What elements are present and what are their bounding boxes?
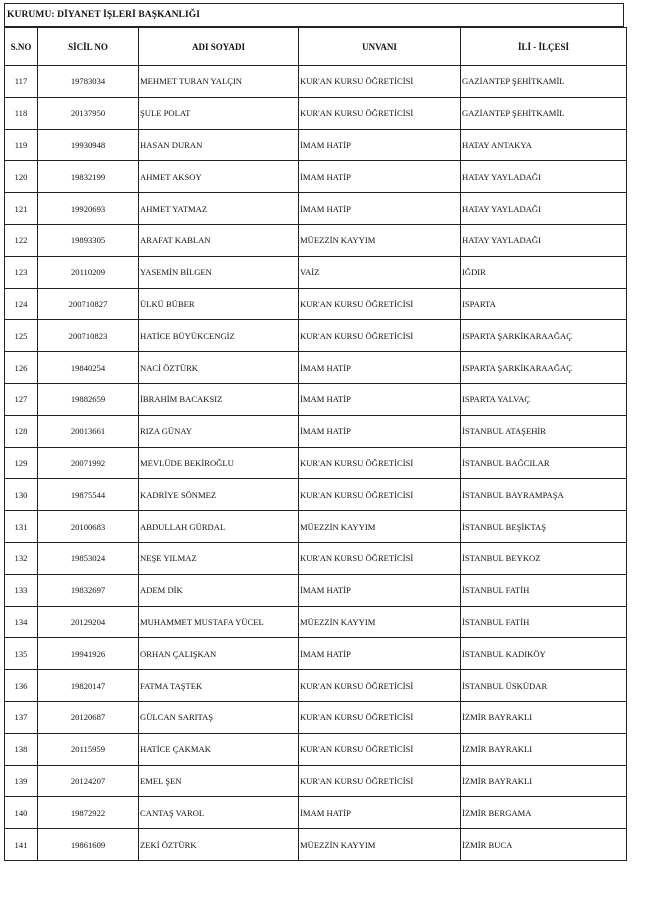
cell-title: İMAM HATİP — [299, 352, 461, 384]
cell-sno: 140 — [5, 797, 38, 829]
cell-name: FATMA TAŞTEK — [139, 670, 299, 702]
cell-location: ISPARTA YALVAÇ — [461, 383, 627, 415]
table-row — [5, 797, 627, 829]
cell-sicil-no: 20115959 — [38, 733, 139, 765]
cell-title: KUR'AN KURSU ÖĞRETİCİSİ — [299, 447, 461, 479]
column-header-unvan: UNVANI — [299, 28, 461, 66]
cell-location: HATAY YAYLADAĞI — [461, 161, 627, 193]
cell-sicil-no: 19941926 — [38, 638, 139, 670]
table-row — [5, 511, 627, 543]
table-row — [5, 383, 627, 415]
table-row — [5, 447, 627, 479]
cell-title: KUR'AN KURSU ÖĞRETİCİSİ — [299, 66, 461, 98]
cell-sicil-no: 20124207 — [38, 765, 139, 797]
cell-title: KUR'AN KURSU ÖĞRETİCİSİ — [299, 542, 461, 574]
cell-location: İZMİR BUCA — [461, 829, 627, 861]
cell-sicil-no: 19920693 — [38, 193, 139, 225]
cell-name: AHMET AKSOY — [139, 161, 299, 193]
table-header-row — [5, 28, 627, 66]
table-row — [5, 606, 627, 638]
cell-sno: 123 — [5, 256, 38, 288]
cell-name: ÜLKÜ BÜBER — [139, 288, 299, 320]
cell-title: İMAM HATİP — [299, 797, 461, 829]
table-row — [5, 129, 627, 161]
table-row — [5, 574, 627, 606]
cell-name: RIZA GÜNAY — [139, 415, 299, 447]
cell-title: MÜEZZİN KAYYIM — [299, 511, 461, 543]
cell-name: HATİCE ÇAKMAK — [139, 733, 299, 765]
cell-sicil-no: 200710827 — [38, 288, 139, 320]
table-row — [5, 415, 627, 447]
cell-title: VAİZ — [299, 256, 461, 288]
cell-name: ARAFAT KABLAN — [139, 224, 299, 256]
column-header-name: ADI SOYADI — [139, 28, 299, 66]
cell-sicil-no: 19872922 — [38, 797, 139, 829]
cell-sicil-no: 19832199 — [38, 161, 139, 193]
cell-sno: 121 — [5, 193, 38, 225]
cell-name: MEHMET TURAN YALÇIN — [139, 66, 299, 98]
column-header-sno: S.NO — [5, 28, 38, 66]
document-page — [4, 3, 626, 903]
cell-location: İSTANBUL FATİH — [461, 574, 627, 606]
table-row — [5, 66, 627, 98]
table-row — [5, 733, 627, 765]
cell-title: KUR'AN KURSU ÖĞRETİCİSİ — [299, 765, 461, 797]
cell-sno: 133 — [5, 574, 38, 606]
cell-location: ISPARTA ŞARKİKARAAĞAÇ — [461, 320, 627, 352]
table-row — [5, 829, 627, 861]
cell-sno: 136 — [5, 670, 38, 702]
cell-sicil-no: 20137950 — [38, 97, 139, 129]
table-row — [5, 256, 627, 288]
cell-sno: 134 — [5, 606, 38, 638]
cell-title: MÜEZZİN KAYYIM — [299, 606, 461, 638]
cell-sno: 131 — [5, 511, 38, 543]
cell-sno: 132 — [5, 542, 38, 574]
cell-title: KUR'AN KURSU ÖĞRETİCİSİ — [299, 320, 461, 352]
cell-location: İZMİR BAYRAKLI — [461, 733, 627, 765]
cell-title: İMAM HATİP — [299, 574, 461, 606]
cell-sno: 127 — [5, 383, 38, 415]
cell-title: MÜEZZİN KAYYIM — [299, 224, 461, 256]
table-row — [5, 701, 627, 733]
cell-title: KUR'AN KURSU ÖĞRETİCİSİ — [299, 288, 461, 320]
cell-title: İMAM HATİP — [299, 129, 461, 161]
cell-sno: 126 — [5, 352, 38, 384]
cell-sno: 119 — [5, 129, 38, 161]
cell-sicil-no: 19882659 — [38, 383, 139, 415]
cell-location: İSTANBUL BEYKOZ — [461, 542, 627, 574]
cell-sicil-no: 19783034 — [38, 66, 139, 98]
cell-sicil-no: 20013661 — [38, 415, 139, 447]
cell-sicil-no: 19893305 — [38, 224, 139, 256]
cell-location: İSTANBUL BAĞCILAR — [461, 447, 627, 479]
cell-location: İZMİR BAYRAKLI — [461, 765, 627, 797]
cell-sicil-no: 19820147 — [38, 670, 139, 702]
cell-name: HASAN DURAN — [139, 129, 299, 161]
cell-title: İMAM HATİP — [299, 415, 461, 447]
cell-location: HATAY ANTAKYA — [461, 129, 627, 161]
cell-location: İZMİR BERGAMA — [461, 797, 627, 829]
cell-location: İSTANBUL ATAŞEHİR — [461, 415, 627, 447]
cell-sicil-no: 19840254 — [38, 352, 139, 384]
cell-location: GAZİANTEP ŞEHİTKAMİL — [461, 97, 627, 129]
cell-title: KUR'AN KURSU ÖĞRETİCİSİ — [299, 733, 461, 765]
cell-title: İMAM HATİP — [299, 383, 461, 415]
personnel-table — [4, 27, 627, 861]
cell-location: İSTANBUL KADIKÖY — [461, 638, 627, 670]
cell-sno: 128 — [5, 415, 38, 447]
cell-name: MUHAMMET MUSTAFA YÜCEL — [139, 606, 299, 638]
cell-name: ORHAN ÇALIŞKAN — [139, 638, 299, 670]
cell-location: HATAY YAYLADAĞI — [461, 224, 627, 256]
cell-sno: 129 — [5, 447, 38, 479]
cell-sicil-no: 19853024 — [38, 542, 139, 574]
cell-name: EMEL ŞEN — [139, 765, 299, 797]
column-header-il: İLİ - İLÇESİ — [461, 28, 627, 66]
cell-title: KUR'AN KURSU ÖĞRETİCİSİ — [299, 670, 461, 702]
cell-sno: 135 — [5, 638, 38, 670]
cell-sno: 137 — [5, 701, 38, 733]
cell-location: İZMİR BAYRAKLI — [461, 701, 627, 733]
table-row — [5, 320, 627, 352]
cell-sicil-no: 19861609 — [38, 829, 139, 861]
table-row — [5, 352, 627, 384]
cell-sicil-no: 20071992 — [38, 447, 139, 479]
cell-sno: 120 — [5, 161, 38, 193]
cell-sicil-no: 20120687 — [38, 701, 139, 733]
cell-sno: 139 — [5, 765, 38, 797]
cell-sno: 117 — [5, 66, 38, 98]
cell-name: ZEKİ ÖZTÜRK — [139, 829, 299, 861]
cell-name: MEVLÜDE BEKİROĞLU — [139, 447, 299, 479]
cell-location: İSTANBUL FATİH — [461, 606, 627, 638]
cell-location: ISPARTA — [461, 288, 627, 320]
cell-sno: 141 — [5, 829, 38, 861]
cell-location: HATAY YAYLADAĞI — [461, 193, 627, 225]
cell-location: GAZİANTEP ŞEHİTKAMİL — [461, 66, 627, 98]
cell-sno: 122 — [5, 224, 38, 256]
cell-name: GÜLCAN SARITAŞ — [139, 701, 299, 733]
institution-header: KURUMU: DİYANET İŞLERİ BAŞKANLIĞI — [4, 3, 624, 27]
table-row — [5, 161, 627, 193]
cell-sicil-no: 20110209 — [38, 256, 139, 288]
cell-name: NACİ ÖZTÜRK — [139, 352, 299, 384]
cell-sicil-no: 200710823 — [38, 320, 139, 352]
table-row — [5, 288, 627, 320]
cell-name: AHMET YATMAZ — [139, 193, 299, 225]
table-row — [5, 542, 627, 574]
cell-title: İMAM HATİP — [299, 638, 461, 670]
cell-name: KADRİYE SÖNMEZ — [139, 479, 299, 511]
cell-sicil-no: 19832697 — [38, 574, 139, 606]
cell-location: İSTANBUL BAYRAMPAŞA — [461, 479, 627, 511]
table-row — [5, 479, 627, 511]
cell-sicil-no: 19875544 — [38, 479, 139, 511]
cell-sno: 125 — [5, 320, 38, 352]
table-row — [5, 224, 627, 256]
table-row — [5, 670, 627, 702]
cell-name: YASEMİN BİLGEN — [139, 256, 299, 288]
cell-name: ŞULE POLAT — [139, 97, 299, 129]
cell-title: MÜEZZİN KAYYIM — [299, 829, 461, 861]
cell-title: İMAM HATİP — [299, 161, 461, 193]
cell-location: İSTANBUL ÜSKÜDAR — [461, 670, 627, 702]
cell-name: CANTAŞ VAROL — [139, 797, 299, 829]
cell-name: NEŞE YILMAZ — [139, 542, 299, 574]
cell-sno: 118 — [5, 97, 38, 129]
cell-sicil-no: 20100683 — [38, 511, 139, 543]
cell-name: HATİCE BÜYÜKCENGİZ — [139, 320, 299, 352]
table-row — [5, 193, 627, 225]
cell-title: KUR'AN KURSU ÖĞRETİCİSİ — [299, 97, 461, 129]
cell-sno: 130 — [5, 479, 38, 511]
table-row — [5, 638, 627, 670]
cell-sicil-no: 19930948 — [38, 129, 139, 161]
table-row — [5, 765, 627, 797]
cell-sno: 138 — [5, 733, 38, 765]
cell-sno: 124 — [5, 288, 38, 320]
table-row — [5, 97, 627, 129]
cell-title: İMAM HATİP — [299, 193, 461, 225]
cell-location: IĞDIR — [461, 256, 627, 288]
cell-name: İBRAHİM BACAKSIZ — [139, 383, 299, 415]
cell-name: ABDULLAH GÜRDAL — [139, 511, 299, 543]
cell-location: İSTANBUL BEŞİKTAŞ — [461, 511, 627, 543]
cell-location: ISPARTA ŞARKİKARAAĞAÇ — [461, 352, 627, 384]
cell-title: KUR'AN KURSU ÖĞRETİCİSİ — [299, 701, 461, 733]
column-header-sicil: SİCİL NO — [38, 28, 139, 66]
cell-name: ADEM DİK — [139, 574, 299, 606]
cell-sicil-no: 20129204 — [38, 606, 139, 638]
cell-title: KUR'AN KURSU ÖĞRETİCİSİ — [299, 479, 461, 511]
